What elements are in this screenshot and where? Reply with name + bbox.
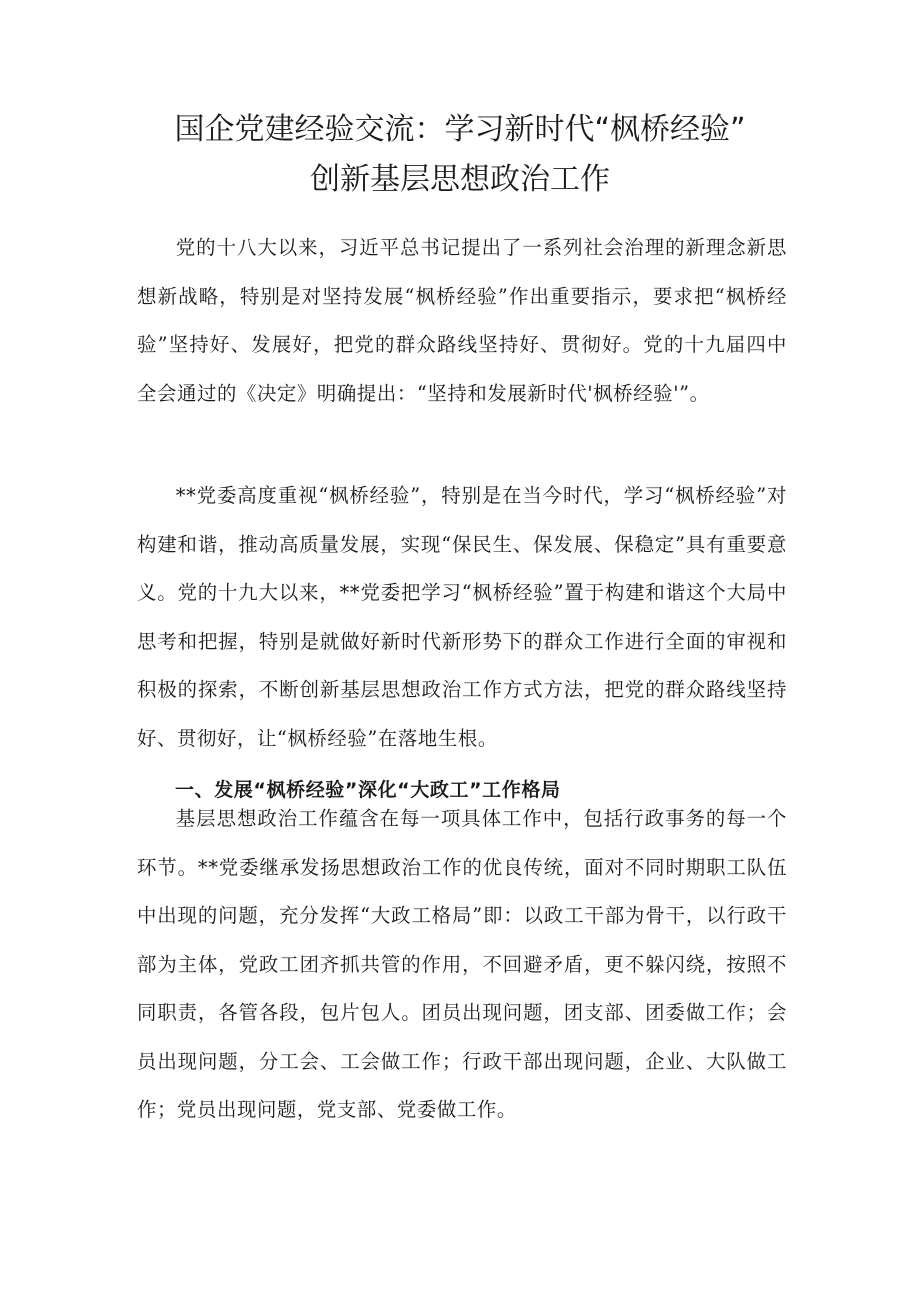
paragraph-intro: 党的十八大以来，习近平总书记提出了一系列社会治理的新理念新思想新战略，特别是对坚持发展“枫桥经验”作出重要指示，要求把“枫桥经验”坚持好、发展好，把党的群众路线坚持好、贯彻好。党的十九届四中全会通过的《决定》明确提出：“坚持和发展新时代'枫桥经验'”。	[137, 236, 787, 405]
paragraph-section-1: 基层思想政治工作蕴含在每一项具体工作中，包括行政事务的每一个环节。**党委继承发扬思想政治工作的优良传统，面对不同时期职工队伍中出现的问题，充分发挥“大政工格局”即：以政工干部为骨干，以行政干部为主体，党政工团齐抓共管的作用，不回避矛盾，更不躲闪绕，按照不同职责，各管各段，包片包人。团员出现问题，团支部、团委做工作；会员出现问题，分工会、工会做工作；行政干部出现问题，企业、大队做工作；党员出现问题，党支部、党委做工作。	[137, 807, 787, 1121]
paragraph-party-committee: **党委高度重视“枫桥经验”，特别是在当今时代，学习“枫桥经验”对构建和谐，推动高质量发展，实现“保民生、保发展、保稳定”具有重要意义。党的十九大以来，**党委把学习“枫桥经验”置于构建和谐这个大局中思考和把握，特别是就做好新时代新形势下的群众工作进行全面的审视和积极的探索，不断创新基层思想政治工作方式方法，把党的群众路线坚持好、贯彻好，让“枫桥经验”在落地生根。	[137, 484, 787, 750]
document-title-line-1: 国企党建经验交流：学习新时代“枫桥经验”	[174, 112, 746, 147]
section-heading-1: 一、发展“枫桥经验”深化“大政工”工作格局	[175, 779, 561, 801]
document-title-line-2: 创新基层思想政治工作	[310, 162, 610, 197]
